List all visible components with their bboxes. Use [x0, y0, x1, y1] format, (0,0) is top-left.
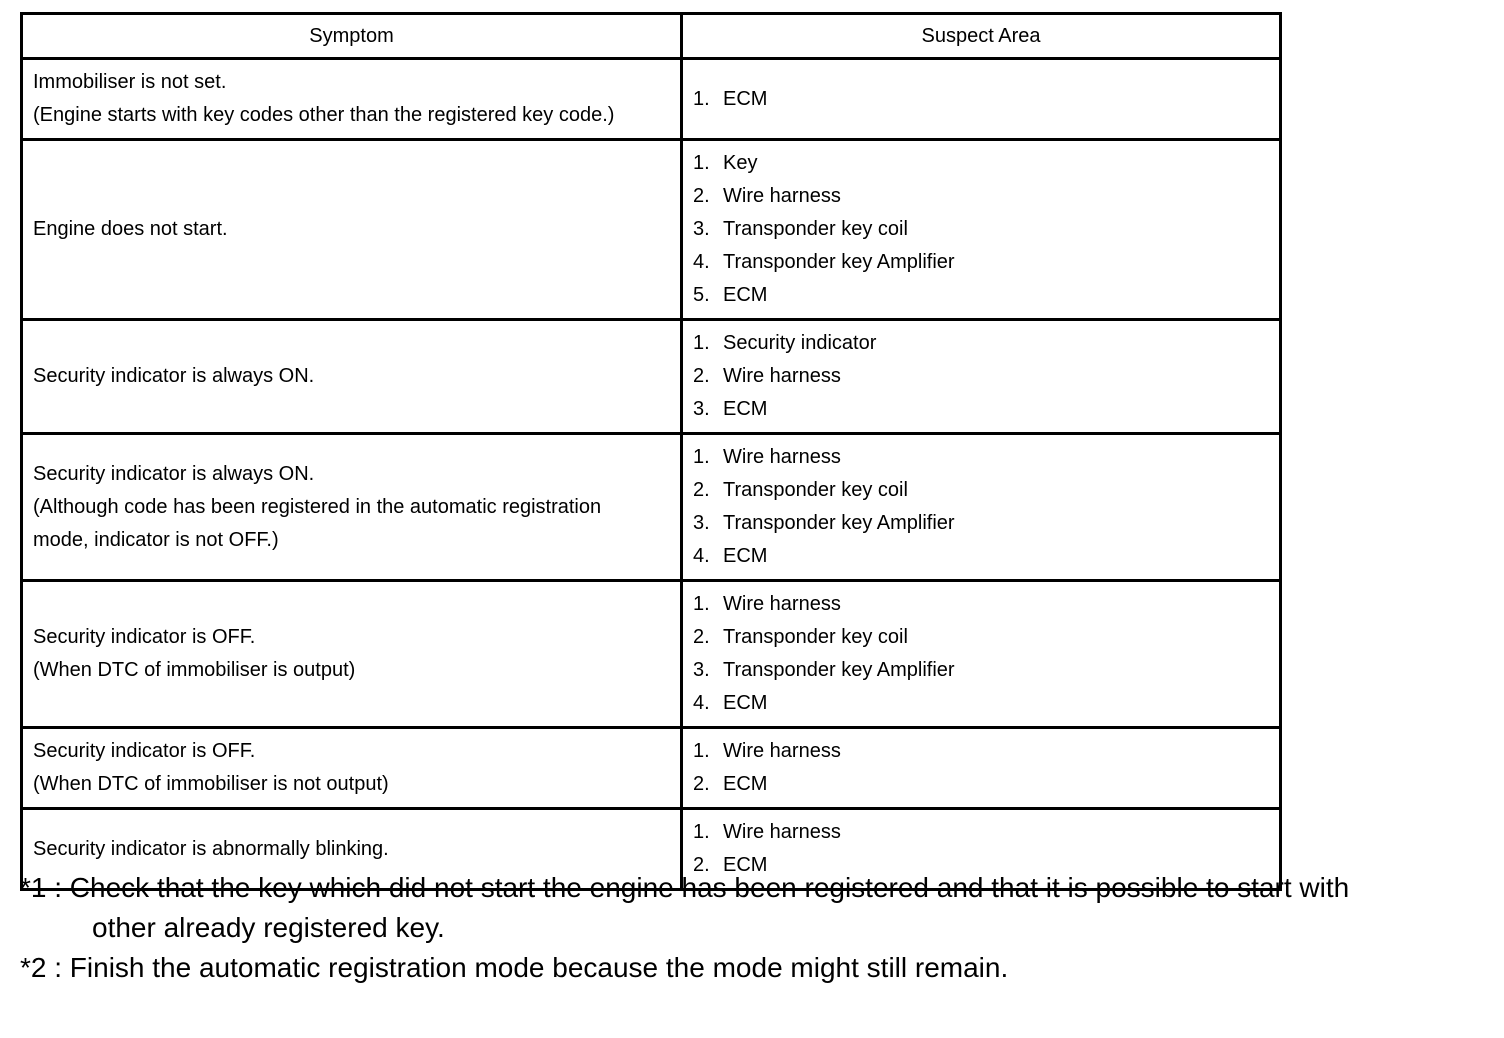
symptom-text: Immobiliser is not set. [33, 71, 227, 93]
table-row [22, 140, 1281, 320]
footnote-continuation: other already registered key. [92, 912, 445, 943]
suspect-item-number: 1. [693, 821, 710, 843]
symptom-text: (Engine starts with key codes other than the registered key code.) [33, 104, 615, 126]
suspect-area-cell [682, 728, 1281, 809]
suspect-item [693, 279, 1269, 312]
suspect-item [693, 474, 1269, 507]
suspect-item-number: 1. [693, 740, 710, 762]
suspect-area-cell [682, 140, 1281, 320]
suspect-item-text: ECM [723, 398, 768, 420]
symptom-text: Security indicator is always ON. [33, 365, 315, 387]
symptom-text: Engine does not start. [33, 218, 228, 240]
symptom-table [20, 12, 1282, 891]
symptom-cell [22, 728, 682, 809]
suspect-item-number: 4. [693, 251, 710, 273]
symptom-text: (Although code has been registered in the automatic registration [33, 495, 602, 518]
suspect-item [693, 393, 1269, 426]
symptom-text: (When DTC of immobiliser is not output) [33, 773, 389, 795]
symptom-text: Security indicator is OFF. [33, 740, 256, 762]
symptom-text: (When DTC of immobiliser is output) [33, 659, 356, 681]
suspect-item-text: Wire harness [723, 185, 841, 207]
suspect-item [693, 147, 1269, 180]
suspect-item-number: 2. [693, 479, 710, 501]
suspect-area-cell [682, 581, 1281, 728]
suspect-item [693, 654, 1269, 687]
suspect-item [693, 360, 1269, 393]
symptom-cell [22, 59, 682, 140]
footnote [20, 868, 1490, 948]
suspect-item-number: 2. [693, 773, 710, 795]
suspect-item-number: 3. [693, 218, 710, 240]
suspect-item [693, 180, 1269, 213]
suspect-item-number: 3. [693, 659, 710, 681]
suspect-item-text: Wire harness [723, 593, 841, 615]
suspect-item-text: Security indicator [723, 332, 877, 354]
suspect-item-number: 2. [693, 185, 710, 207]
suspect-item [693, 621, 1269, 654]
suspect-item-text: Transponder key coil [723, 218, 908, 240]
suspect-item-number: 5. [693, 284, 710, 306]
suspect-item-text: Wire harness [723, 446, 841, 468]
suspect-area-cell [682, 434, 1281, 581]
suspect-item-number: 2. [693, 365, 710, 387]
suspect-item-number: 1. [693, 332, 710, 354]
suspect-item-number: 1. [693, 152, 710, 174]
suspect-item-text: ECM [723, 773, 768, 795]
symptom-cell [22, 140, 682, 320]
suspect-item-text: ECM [723, 692, 768, 714]
table-row [22, 728, 1281, 809]
suspect-item-number: 1. [693, 446, 710, 468]
suspect-item-text: Wire harness [723, 821, 841, 843]
symptom-text: Security indicator is OFF. [33, 626, 256, 648]
suspect-item-text: ECM [723, 87, 768, 110]
symptom-text: Security indicator is always ON. [33, 462, 315, 485]
suspect-item-number: 4. [693, 692, 710, 714]
table-row [22, 59, 1281, 140]
header-suspect-area: Suspect Area [682, 14, 1281, 59]
suspect-item-text: ECM [723, 545, 768, 567]
suspect-item [693, 588, 1269, 621]
suspect-item-text: ECM [723, 284, 768, 306]
suspect-item-text: Transponder key Amplifier [723, 659, 955, 681]
symptom-cell [22, 581, 682, 728]
suspect-item-text: Key [723, 152, 758, 174]
suspect-item [693, 687, 1269, 720]
suspect-item-number: 4. [693, 545, 710, 567]
symptom-text: Security indicator is abnormally blinking. [33, 837, 389, 860]
suspect-item-text: Transponder key coil [723, 479, 908, 501]
suspect-item [693, 83, 1269, 116]
suspect-item-number: 3. [693, 512, 710, 534]
footnote [20, 948, 1490, 988]
suspect-item [693, 213, 1269, 246]
suspect-item [693, 441, 1269, 474]
symptom-text: mode, indicator is not OFF.) [33, 528, 279, 551]
suspect-item-text: Wire harness [723, 740, 841, 762]
suspect-item-text: ECM [723, 854, 768, 876]
suspect-item [693, 507, 1269, 540]
suspect-item-number: 1. [693, 87, 710, 110]
suspect-item [693, 768, 1269, 801]
suspect-item-text: Transponder key coil [723, 626, 908, 648]
suspect-area-cell [682, 59, 1281, 140]
suspect-item [693, 246, 1269, 279]
suspect-item-number: 2. [693, 626, 710, 648]
table-row [22, 320, 1281, 434]
suspect-item-number: 1. [693, 593, 710, 615]
suspect-item-number: 2. [693, 854, 710, 876]
suspect-item-text: Transponder key Amplifier [723, 251, 955, 273]
suspect-item [693, 327, 1269, 360]
header-symptom: Symptom [22, 14, 682, 59]
suspect-item [693, 735, 1269, 768]
symptom-cell [22, 434, 682, 581]
table-body [22, 59, 1281, 890]
footnote-text: *2 : Finish the automatic registration mode because the mode might still remain. [20, 952, 1009, 983]
suspect-item-text: Transponder key Amplifier [723, 512, 955, 534]
table-row [22, 581, 1281, 728]
footnotes [20, 868, 1490, 988]
suspect-item-number: 3. [693, 398, 710, 420]
table-header-row [22, 14, 1281, 59]
suspect-item-text: Wire harness [723, 365, 841, 387]
footnote-text: *1 : Check that the key which did not start the engine has been registered and that it is possible to start with [20, 872, 1350, 903]
symptom-cell [22, 320, 682, 434]
suspect-item [693, 540, 1269, 573]
suspect-area-cell [682, 320, 1281, 434]
table-row [22, 434, 1281, 581]
suspect-item [693, 816, 1269, 849]
